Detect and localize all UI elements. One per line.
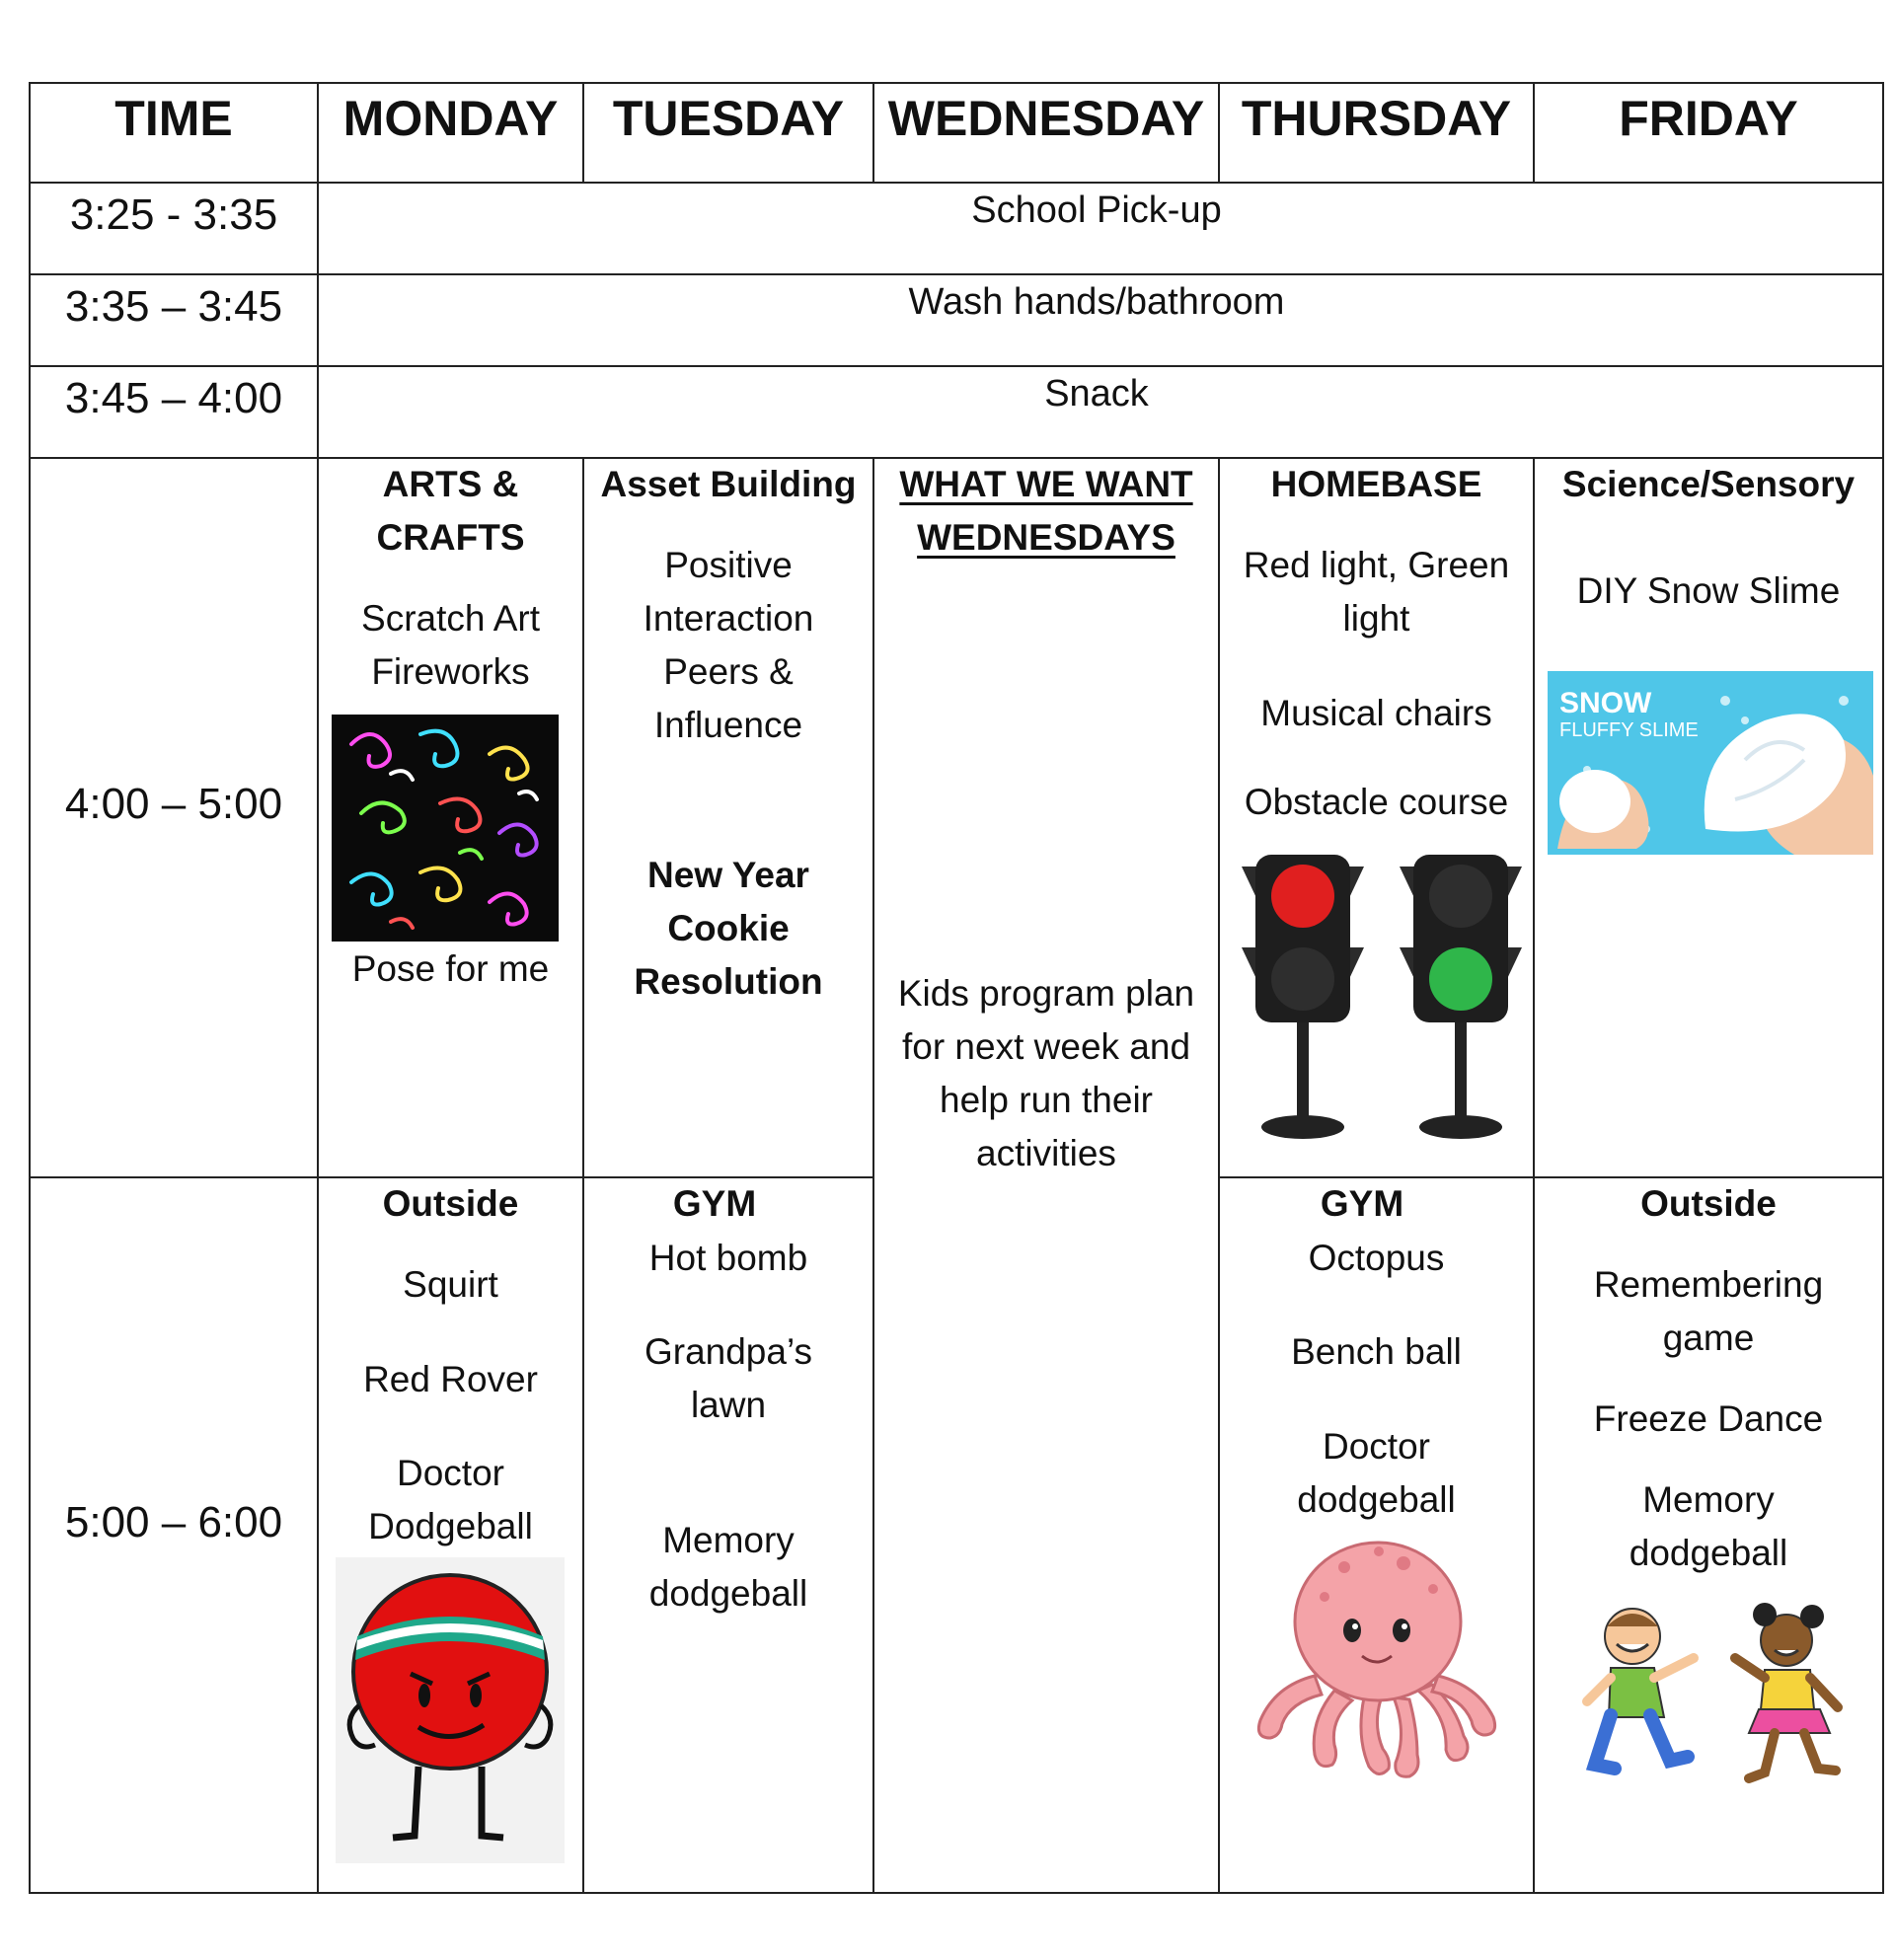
activity-title: GYM [672,1183,757,1224]
activity-item: help run their [940,1080,1153,1120]
activity-title: CRAFTS [376,517,525,558]
span-activity: Wash hands/bathroom [908,281,1285,323]
activity-item: Squirt [403,1264,498,1305]
activity-item: Kids program plan [897,973,1195,1014]
activity-item: Musical chairs [1260,693,1492,733]
time-slot: 3:45 – 4:00 [64,374,283,422]
activity-title: WHAT WE WANT [899,464,1193,504]
activity-title: Cookie [667,908,790,948]
activity-item: Influence [653,705,803,745]
snow-slime-image [1548,671,1873,855]
activity-item: Memory [662,1520,795,1560]
activity-item: Fireworks [371,651,530,692]
activity-item: Grandpa’s [644,1331,813,1372]
slime-title: SNOW [1559,687,1652,719]
activity-item: Remembering [1593,1264,1824,1305]
activity-item: Hot bomb [648,1238,808,1278]
activity-item: Red light, Green [1243,545,1510,585]
activity-title: GYM [1320,1183,1404,1224]
header-wednesday: WEDNESDAY [887,91,1205,146]
activity-title: Outside [1640,1183,1777,1224]
header-monday: MONDAY [342,91,559,146]
time-slot: 3:25 - 3:35 [69,190,278,239]
activity-item: dodgeball [1297,1479,1456,1520]
activity-item: Doctor [397,1453,504,1493]
activity-item: activities [976,1133,1116,1173]
activity-title: HOMEBASE [1270,464,1482,504]
activity-title: Outside [382,1183,519,1224]
activity-item: lawn [690,1385,767,1425]
activity-item: Obstacle course [1244,782,1509,822]
activity-title: New Year [647,855,809,895]
activity-item: Memory [1642,1479,1775,1520]
header-time: TIME [114,91,233,146]
activity-item: Dodgeball [368,1506,533,1546]
activity-title: Science/Sensory [1561,464,1856,504]
activity-title: Resolution [634,961,823,1002]
header-thursday: THURSDAY [1241,91,1512,146]
activity-item: dodgeball [648,1573,808,1614]
time-slot: 3:35 – 3:45 [64,282,283,331]
dodgeball-character-image [336,1557,565,1863]
activity-item: Octopus [1308,1238,1445,1278]
octopus-image [1246,1528,1510,1782]
activity-item: Bench ball [1291,1331,1462,1372]
time-slot: 4:00 – 5:00 [64,780,283,828]
activity-item: dodgeball [1629,1533,1788,1573]
span-activity: School Pick-up [971,189,1222,231]
traffic-lights-image [1232,849,1528,1155]
activity-item: Positive [664,545,793,585]
activity-item: game [1662,1318,1755,1358]
activity-item: Doctor [1323,1426,1430,1467]
activity-item: Peers & [663,651,794,692]
activity-item: light [1342,598,1410,639]
activity-item: Scratch Art [361,598,540,639]
activity-title: ARTS & [382,464,519,504]
time-slot: 5:00 – 6:00 [64,1498,283,1546]
scratch-art-fireworks-image [332,715,559,942]
span-activity: Snack [1044,373,1149,415]
dancing-kids-image [1571,1599,1867,1796]
activity-item: for next week and [901,1026,1191,1067]
header-friday: FRIDAY [1619,91,1798,146]
activity-item: Interaction [643,598,814,639]
activity-item: Red Rover [363,1359,538,1399]
activity-title: WEDNESDAYS [917,517,1175,558]
activity-item: Freeze Dance [1593,1398,1824,1439]
activity-item: Pose for me [351,948,550,989]
header-tuesday: TUESDAY [612,91,845,146]
slime-subtitle: FLUFFY SLIME [1559,719,1699,741]
activity-item: DIY Snow Slime [1576,570,1841,611]
activity-title: Asset Building [600,464,857,504]
